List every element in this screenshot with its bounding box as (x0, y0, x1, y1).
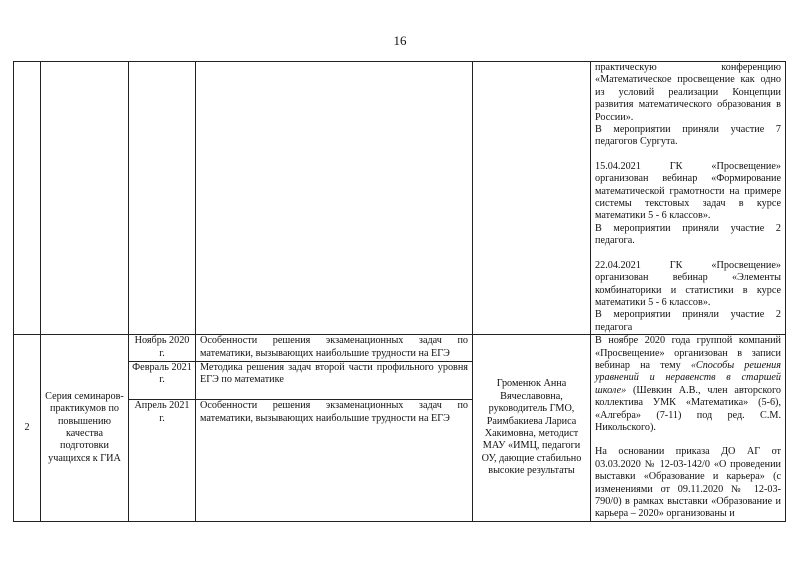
cell-date: Ноябрь 2020 г. (129, 335, 196, 362)
cell-topic: Особенности решения экзаменационных задач по математики, вызывающих наибольшие трудности на ЕГЭ (196, 335, 473, 362)
table-row-continued (14, 62, 786, 335)
cell-event-name (41, 62, 129, 335)
cell-responsible (473, 335, 591, 522)
result-paragraph: 15.04.2021 ГК «Просвещение» организован вебинар «Формирование математической грамотности на примере системы текстовых задач в курсе математики 5 - 6 классов». (595, 160, 781, 222)
responsible-text: Громенюк Анна Вячеславовна, руководитель ГМО, Раимбакиева Лариса Хакимовна, методист МАУ «ИМЦ, педагоги ОУ, дающие стабильно высокие результаты (481, 378, 582, 477)
activity-table (13, 61, 786, 522)
cell-result (591, 62, 786, 335)
result-paragraph: В мероприятии приняли участие 2 педагога. (595, 222, 781, 247)
cell-date: Апрель 2021 г. (129, 400, 196, 522)
table-row-seminars (14, 335, 786, 362)
result-text: (Шевкин А.В., член авторского коллектива УМК «Математика» (5-6), «Алгебра» (7-11) под ред. С.М. Никольского). (595, 384, 781, 433)
result-paragraph: На основании приказа ДО АГ от 03.03.2020 № 12-03-142/0 «О проведении выставки «Образование и карьера» (с изменениями от 09.11.2020 № 12-03-790/0) в рамках выставки «Образование и карьера – 2020» организованы и (595, 446, 781, 520)
cell-topic: Методика решения задач второй части профильного уровня ЕГЭ по математике (196, 361, 473, 399)
cell-date (129, 62, 196, 335)
webinar-title: «Способы решения уравнений и неравенств в старшей школе» (595, 359, 781, 396)
cell-responsible (473, 62, 591, 335)
cell-topic (196, 62, 473, 335)
cell-date: Февраль 2021 г. (129, 361, 196, 399)
cell-result (591, 335, 786, 522)
cell-number (14, 62, 41, 335)
result-paragraph: В мероприятии приняли участие 7 педагогов Сургута. (595, 124, 781, 148)
page-number: 16 (393, 33, 407, 48)
cell-event-name: Серия семинаров-практикумов по повышению качества подготовки учащихся к ГИА (41, 335, 129, 522)
result-paragraph: практическую конференцию «Математическое просвещение как одно из условий реализации Концепции развития математического образования в России». (595, 62, 781, 123)
result-paragraph (595, 335, 781, 434)
result-paragraph: 22.04.2021 ГК «Просвещение» организован вебинар «Элементы комбинаторики и статистики в курсе математики 5 - 6 классов». (595, 259, 781, 308)
cell-number: 2 (14, 335, 41, 522)
cell-topic: Особенности решения экзаменационных задач по математики, вызывающих наибольшие трудности на ЕГЭ (196, 400, 473, 522)
result-text: В ноябре 2020 года группой компаний «Просвещение» организован в записи вебинар на тему (595, 335, 781, 371)
result-paragraph: В мероприятии приняли участие 2 педагога (595, 309, 781, 333)
